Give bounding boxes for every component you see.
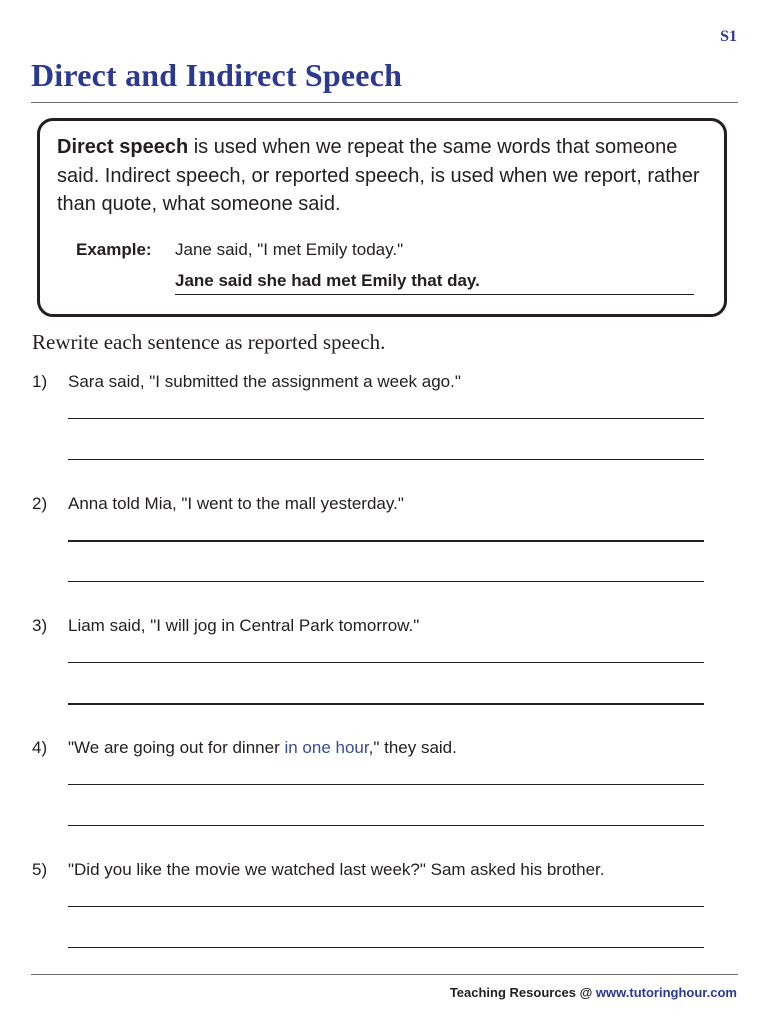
question-3 — [0, 616, 768, 726]
question-number: 4) — [32, 738, 48, 757]
question-5 — [0, 860, 768, 970]
question-1 — [0, 372, 768, 482]
question-number: 1) — [32, 372, 48, 391]
question-text: Liam said, "I will jog in Central Park tomorrow." — [68, 616, 420, 635]
answer-line[interactable] — [68, 418, 704, 419]
question-text — [68, 738, 457, 758]
answer-line[interactable] — [68, 825, 704, 826]
question-number: 5) — [32, 860, 48, 879]
question-text-highlight: in one hour — [284, 738, 369, 757]
question-text: Sara said, "I submitted the assignment a week ago." — [68, 372, 461, 391]
answer-line[interactable] — [68, 784, 704, 785]
page-title: Direct and Indirect Speech — [31, 57, 403, 93]
question-text-start: "We are going out for dinner — [68, 738, 285, 757]
answer-line[interactable] — [68, 703, 704, 705]
footer-url-link[interactable]: www.tutoringhour.com — [595, 985, 737, 1000]
example-direct-speech: Jane said, "I met Emily today." — [175, 240, 404, 259]
footer — [450, 985, 737, 1000]
question-number: 3) — [32, 616, 48, 635]
title-divider — [31, 102, 738, 103]
question-text: Anna told Mia, "I went to the mall yesterday." — [68, 494, 404, 513]
instructions: Rewrite each sentence as reported speech. — [32, 330, 386, 354]
answer-line[interactable] — [68, 947, 704, 948]
question-text: "Did you like the movie we watched last week?" Sam asked his brother. — [68, 860, 605, 879]
footer-divider — [31, 974, 738, 975]
footer-prefix: Teaching Resources @ — [449, 985, 596, 1000]
question-2 — [0, 494, 768, 604]
worksheet-code: S1 — [720, 28, 737, 45]
question-text-end: ," they said. — [368, 738, 457, 757]
example-label: Example: — [76, 240, 152, 259]
definition-paragraph — [57, 133, 717, 219]
example-reported-speech: Jane said she had met Emily that day. — [175, 271, 480, 290]
answer-line[interactable] — [68, 662, 704, 663]
answer-line[interactable] — [68, 581, 704, 582]
answer-line[interactable] — [68, 459, 704, 460]
answer-line[interactable] — [68, 906, 704, 907]
example-answer-line — [175, 294, 694, 295]
definition-text: is used when we repeat the same words that someone said. Indirect speech, or reported speech, is used when we report, rather than quote, what someone said. — [57, 136, 700, 215]
definition-term: Direct speech — [57, 136, 189, 158]
answer-line[interactable] — [68, 540, 704, 542]
question-4 — [0, 738, 768, 848]
info-box — [37, 118, 727, 317]
question-number: 2) — [32, 494, 48, 513]
